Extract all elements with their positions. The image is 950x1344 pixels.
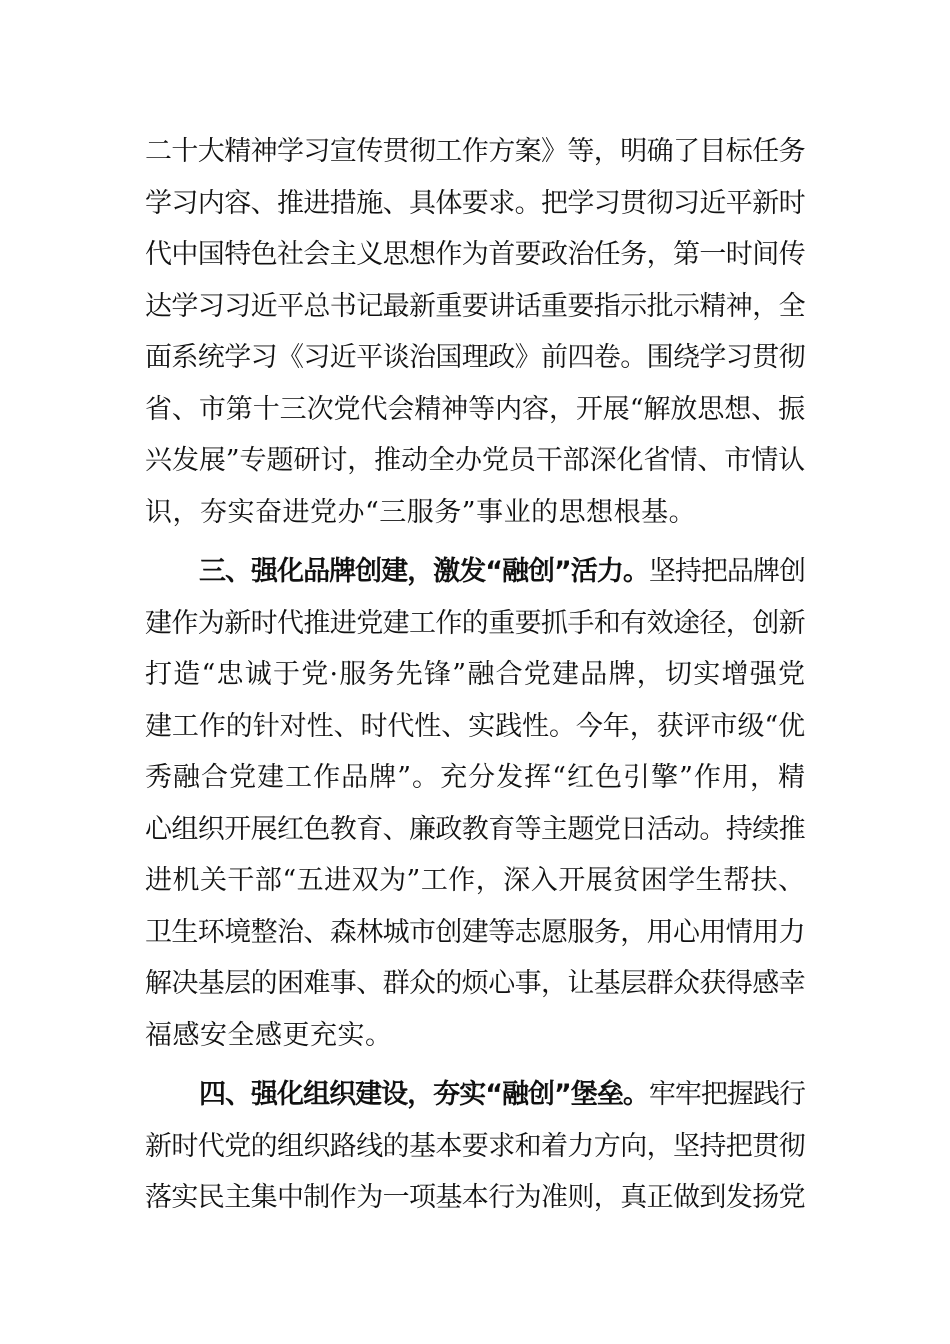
text-run: 牢牢把握践行 — [648, 1079, 805, 1110]
text-line: 面系统学习《习近平谈治国理政》前四卷。围绕学习贯彻 — [145, 342, 805, 373]
text-line: 福感安全感更充实。 — [145, 1019, 393, 1051]
text-line: 心组织开展红色教育、廉政教育等主题党日活动。持续推 — [145, 813, 805, 845]
text-line: 建工作的针对性、时代性、实践性。今年，获评市级“优 — [145, 710, 805, 742]
text-run: 坚持把品牌创 — [648, 556, 805, 587]
text-line: 解决基层的困难事、群众的烦心事，让基层群众获得感幸 — [145, 968, 805, 999]
text-line: 代中国特色社会主义思想作为首要政治任务，第一时间传 — [145, 239, 805, 270]
paragraph-first-line — [145, 546, 805, 598]
text-line: 新时代党的组织路线的基本要求和着力方向，坚持把贯彻 — [145, 1130, 805, 1162]
section-heading-4: 四、强化组织建设，夯实“融创”堡垒。 — [199, 1079, 649, 1110]
text-line: 建作为新时代推进党建工作的重要抓手和有效途径，创新 — [145, 607, 805, 639]
text-line: 进机关干部“五进双为”工作，深入开展贫困学生帮扶、 — [145, 865, 805, 896]
text-line: 二十大精神学习宣传贯彻工作方案》等，明确了目标任务 — [145, 136, 805, 167]
text-line: 达学习习近平总书记最新重要讲话重要指示批示精神，全 — [145, 290, 805, 322]
text-line: 学习内容、推进措施、具体要求。把学习贯彻习近平新时 — [145, 187, 805, 219]
paragraph-first-line — [145, 1069, 805, 1121]
paragraph-gap — [145, 538, 805, 546]
section-heading-3: 三、强化品牌创建，激发“融创”活力。 — [199, 556, 649, 587]
text-line: 兴发展”专题研讨，推动全办党员干部深化省情、市情认 — [145, 445, 805, 476]
text-line: 打造“忠诚于党·服务先锋”融合党建品牌，切实增强党 — [145, 659, 805, 690]
paragraph-gap — [145, 1061, 805, 1069]
body-text — [145, 126, 805, 1224]
text-line: 秀融合党建工作品牌”。充分发挥“红色引擎”作用，精 — [145, 762, 805, 793]
text-line: 卫生环境整治、森林城市创建等志愿服务，用心用情用力 — [145, 916, 805, 948]
text-line: 识，夯实奋进党办“三服务”事业的思想根基。 — [145, 496, 697, 528]
text-line: 省、市第十三次党代会精神等内容，开展“解放思想、振 — [145, 393, 805, 425]
text-line: 落实民主集中制作为一项基本行为准则，真正做到发扬党 — [145, 1182, 805, 1213]
